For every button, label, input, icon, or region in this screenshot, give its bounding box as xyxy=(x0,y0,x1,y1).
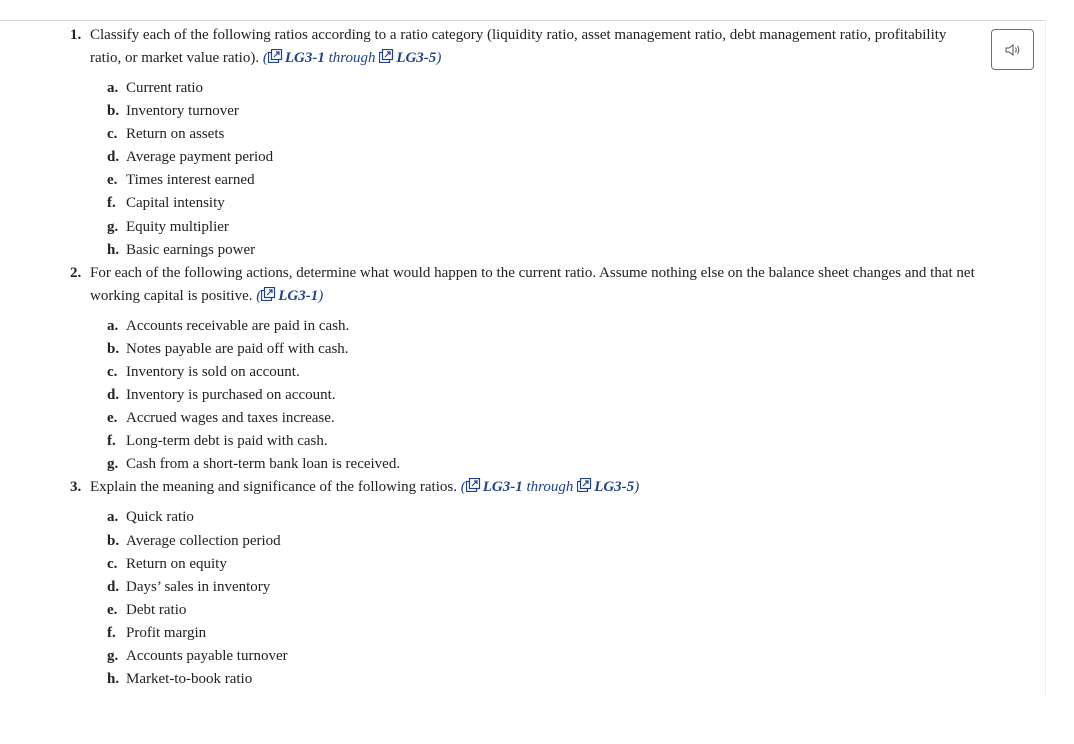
question-number: 1. xyxy=(70,27,82,43)
list-item: a. Accounts receivable are paid in cash. xyxy=(107,317,350,334)
list-item: d. Days’ sales in inventory xyxy=(107,578,271,595)
question-text: Classify each of the following ratios according to a ratio category (liquidity ratio, asset management ratio, debt management ratio, profitability ratio, or market value ratio). ( LG3-1 through LG3-5) xyxy=(90,27,947,66)
question-1 xyxy=(70,24,980,262)
list-item: c. Return on equity xyxy=(107,555,227,572)
list-item: e. Accrued wages and taxes increase. xyxy=(107,410,335,427)
list-item: g. Cash from a short-term bank loan is received. xyxy=(107,456,401,473)
lg3-1-link[interactable]: LG3-1 xyxy=(268,50,325,66)
list-item: h. Basic earnings power xyxy=(107,241,256,258)
list-item: c. Return on assets xyxy=(107,126,225,143)
external-link-icon xyxy=(577,478,592,492)
list-item: f. Capital intensity xyxy=(107,195,225,212)
sub-item-list xyxy=(90,77,980,262)
question-text: For each of the following actions, determine what would happen to the current ratio. Assume nothing else on the balance sheet changes and that net working capital is positive. ( LG3-1) xyxy=(90,264,975,304)
list-item: e. Debt ratio xyxy=(107,601,187,618)
list-item: g. Accounts payable turnover xyxy=(107,647,288,664)
sub-item-list xyxy=(90,506,980,691)
right-divider xyxy=(1045,20,1046,696)
lg3-5-link[interactable]: LG3-5 xyxy=(577,479,634,495)
external-link-icon xyxy=(466,478,481,492)
list-item: b. Inventory turnover xyxy=(107,103,239,120)
external-link-icon xyxy=(261,287,276,301)
external-link-icon xyxy=(379,49,394,63)
question-text: Explain the meaning and significance of the following ratios. ( LG3-1 through LG3-5) xyxy=(90,479,640,496)
question-2 xyxy=(70,262,980,477)
top-divider xyxy=(0,20,1046,21)
external-link-icon xyxy=(268,49,283,63)
question-3 xyxy=(70,476,980,691)
list-item: h. Market-to-book ratio xyxy=(107,671,253,688)
list-item: f. Long-term debt is paid with cash. xyxy=(107,433,328,450)
question-number: 3. xyxy=(70,479,82,496)
list-item: f. Profit margin xyxy=(107,624,207,641)
lg3-5-link[interactable]: LG3-5 xyxy=(379,50,436,66)
list-item: g. Equity multiplier xyxy=(107,218,229,235)
lg3-1-link[interactable]: LG3-1 xyxy=(261,288,318,304)
sub-item-list xyxy=(90,315,980,477)
exercise-list xyxy=(70,24,980,691)
question-number: 2. xyxy=(70,264,82,281)
list-item: b. Notes payable are paid off with cash. xyxy=(107,340,349,357)
list-item: c. Inventory is sold on account. xyxy=(107,363,300,380)
list-item: a. Current ratio xyxy=(107,80,204,96)
list-item: a. Quick ratio xyxy=(107,509,194,526)
list-item: d. Average payment period xyxy=(107,149,274,166)
list-item: e. Times interest earned xyxy=(107,172,255,189)
list-item: b. Average collection period xyxy=(107,532,281,549)
speaker-icon xyxy=(1005,44,1021,56)
list-item: d. Inventory is purchased on account. xyxy=(107,387,336,404)
lg3-1-link[interactable]: LG3-1 xyxy=(466,479,523,495)
audio-button[interactable] xyxy=(991,29,1034,70)
